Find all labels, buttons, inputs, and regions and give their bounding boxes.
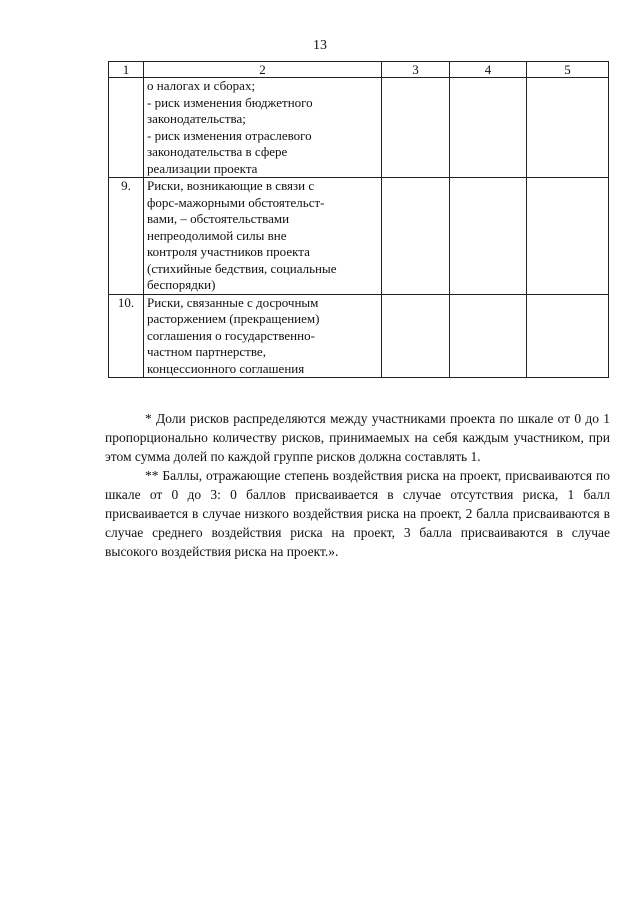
empty-cell-col5 (527, 178, 609, 295)
table-row (109, 178, 609, 295)
empty-cell-col4 (450, 178, 527, 295)
description-line: форс-мажорными обстоятельст- (147, 194, 325, 210)
footnotes (105, 409, 610, 561)
description-line: законодательства в сфере (147, 144, 288, 159)
description-line: контроля участников проекта (147, 244, 310, 259)
description-line: концессионного соглашения (147, 360, 305, 376)
footnote-impact-scores: ** Баллы, отражающие степень воздействия риска на проект, присваиваются по шкале от 0 до 3: 0 баллов присваивается в случае отсутствия риска, 1 балл присваивается в случае низкого воздействия риска на проект, 2 балла присваиваются в случае среднего воздействия риска на проект, 3 балла присваиваются в случае высокого воздействия риска на проект.». (105, 468, 610, 559)
table-row (109, 294, 609, 378)
description-line: беспорядки) (147, 277, 216, 292)
description-line: о налогах и сборах; (147, 78, 256, 93)
description-line: Риски, связанные с досрочным (147, 294, 319, 310)
footnote-risk-shares: * Доли рисков распределяются между участниками проекта по шкале от 0 до 1 пропорционально количеству рисков, принимаемых на себя каждым участником, при этом сумма долей по каждой группе рисков должна составлять 1. (105, 411, 610, 464)
empty-cell-col3 (382, 78, 450, 178)
empty-cell-col5 (527, 78, 609, 178)
column-header-1: 1 (109, 62, 144, 78)
description-line: (стихийные бедствия, социальные (147, 260, 337, 276)
table-row (109, 78, 609, 178)
empty-cell-col3 (382, 178, 450, 295)
risk-description (144, 78, 382, 178)
empty-cell-col3 (382, 294, 450, 378)
row-number: 10. (109, 294, 144, 378)
risk-table (108, 61, 609, 378)
description-line: частном партнерстве, (147, 344, 266, 359)
table-header-row (109, 62, 609, 78)
risk-description (144, 294, 382, 378)
column-header-5: 5 (527, 62, 609, 78)
empty-cell-col4 (450, 294, 527, 378)
description-line: реализации проекта (147, 160, 258, 176)
description-line: Риски, возникающие в связи с (147, 178, 315, 193)
description-line: законодательства; (147, 111, 246, 126)
description-line: непреодолимой силы вне (147, 227, 287, 243)
risk-description (144, 178, 382, 295)
description-line: - риск изменения отраслевого (147, 127, 312, 143)
column-header-2: 2 (144, 62, 382, 78)
column-header-4: 4 (450, 62, 527, 78)
row-number: 9. (109, 178, 144, 295)
description-line: соглашения о государственно- (147, 327, 315, 343)
column-header-3: 3 (382, 62, 450, 78)
page-number: 13 (313, 38, 327, 53)
empty-cell-col4 (450, 78, 527, 178)
description-line: вами, – обстоятельствами (147, 211, 290, 226)
row-number (109, 78, 144, 178)
description-line: - риск изменения бюджетного (147, 94, 313, 110)
empty-cell-col5 (527, 294, 609, 378)
description-line: расторжением (прекращением) (147, 311, 320, 326)
